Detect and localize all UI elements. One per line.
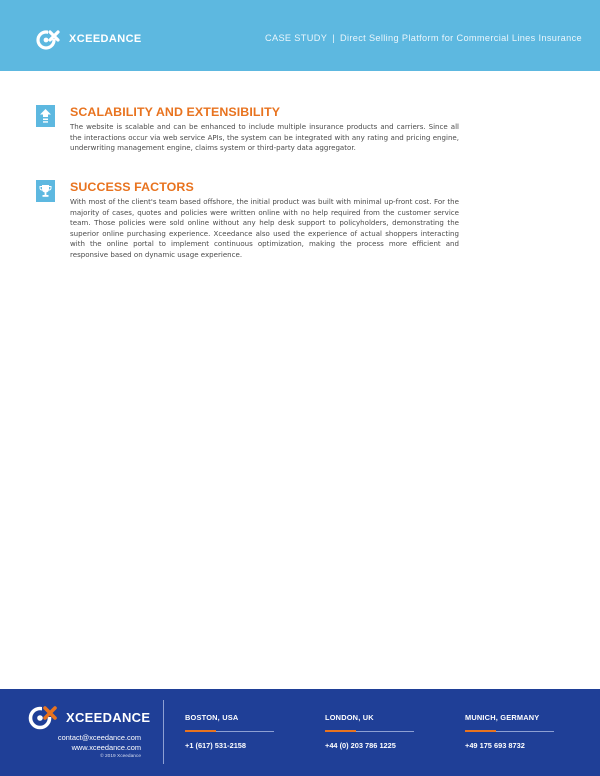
office-rule-accent xyxy=(325,730,356,732)
header-separator: | xyxy=(332,33,335,43)
office-boston xyxy=(185,713,295,750)
footer-contact xyxy=(58,733,141,761)
office-phone[interactable]: +49 175 693 8732 xyxy=(465,741,525,750)
logo-wordmark: XCEEDANCE xyxy=(69,33,142,45)
office-rule-accent xyxy=(465,730,496,732)
section-body: The website is scalable and can be enhanced to include multiple insurance products and carriers. Since all the interactions occur via web service APIs, the system can be integrated with any rating and pricing engine, underwriting management engine, claims system or third-party data aggregator. xyxy=(70,122,459,153)
contact-email-link[interactable]: contact@xceedance.com xyxy=(57,733,141,742)
office-city: MUNICH, GERMANY xyxy=(465,713,540,722)
doc-type-label: CASE STUDY xyxy=(264,33,328,43)
xceedance-logo-icon xyxy=(36,28,64,50)
office-london xyxy=(325,713,435,750)
section-title: SCALABILITY AND EXTENSIBILITY xyxy=(70,105,281,119)
office-munich xyxy=(465,713,575,750)
doc-title: Direct Selling Platform for Commercial Lines Insurance xyxy=(339,33,582,43)
office-rule-accent xyxy=(185,730,216,732)
website-link[interactable]: www.xceedance.com xyxy=(71,743,141,752)
office-city: BOSTON, USA xyxy=(185,713,239,722)
section-body: With most of the client's team based offshore, the initial product was built with minimal up-front cost. For the majority of cases, quotes and policies were written online with no help required from the customer service team. Those policies were sold online without any help desk support to policyholders, demonstrating the superior online purchasing experience. Xceedance also used the experience of actual shoppers interacting with the online portal to implement continuous optimization, making the process more efficient and responsive based on dynamic usage experience. xyxy=(70,197,459,259)
copyright-text: © 2019 Xceedance xyxy=(100,754,141,759)
section-scalability xyxy=(36,105,459,165)
office-phone[interactable]: +44 (0) 203 786 1225 xyxy=(325,741,396,750)
growth-arrow-icon xyxy=(36,105,55,127)
header-logo xyxy=(36,27,142,51)
xceedance-logo-icon xyxy=(28,704,62,730)
header-doc-info xyxy=(265,33,582,43)
office-phone[interactable]: +1 (617) 531-2158 xyxy=(185,741,247,750)
footer-logo-wordmark: XCEEDANCE xyxy=(66,709,151,725)
page-header xyxy=(0,0,600,71)
section-success-factors xyxy=(36,180,459,275)
footer-logo xyxy=(28,704,150,730)
footer-divider xyxy=(163,700,164,764)
office-city: LONDON, UK xyxy=(325,713,374,722)
section-title: SUCCESS FACTORS xyxy=(70,180,194,194)
trophy-icon xyxy=(36,180,55,202)
